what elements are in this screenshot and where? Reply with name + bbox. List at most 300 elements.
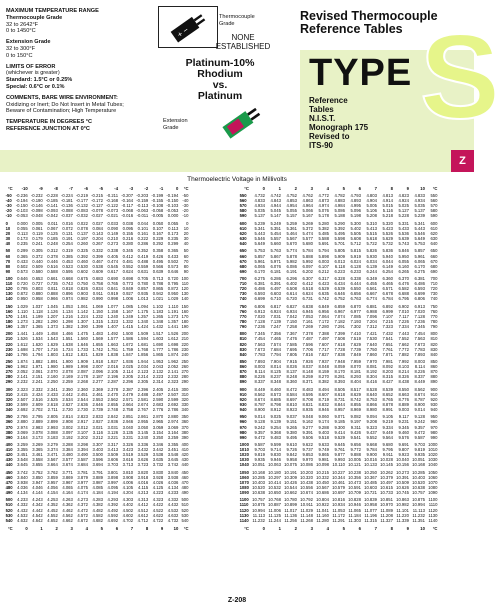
table-cell: 0.254 <box>62 241 73 247</box>
column-footer: 4 <box>326 525 329 531</box>
column-footer: 5 <box>100 525 103 531</box>
table-cell: 8.528 <box>366 386 377 392</box>
table-cell: -0.053 <box>15 213 28 219</box>
table-row <box>238 470 439 475</box>
row-temp-label: 240 <box>5 351 13 357</box>
table-cell: 4.974 <box>318 203 329 209</box>
table-cell: 9.174 <box>318 419 329 425</box>
table-cell: 3.947 <box>32 479 43 485</box>
table-cell: 8.900 <box>414 401 425 407</box>
extension-connector-icon <box>213 102 271 142</box>
section-tab[interactable]: Z <box>451 150 474 172</box>
table-cell: 9.877 <box>334 452 345 458</box>
table-cell: 1.449 <box>32 331 43 337</box>
row-temp-label: 820 <box>239 341 247 347</box>
table-cell: 2.007 <box>92 364 103 370</box>
env-text2: Beware of Contamination; High Temperature <box>6 108 117 115</box>
table-cell: 2.534 <box>62 396 73 402</box>
table-cell: 8.281 <box>334 374 345 380</box>
table-cell: 9.242 <box>254 424 265 430</box>
table-cell: 0.372 <box>32 253 43 259</box>
table-cell: 3.606 <box>107 457 119 463</box>
table-cell: 5.157 <box>286 213 297 219</box>
table-cell: 1.110 <box>168 303 179 309</box>
row-temp-label: 420 <box>5 452 13 458</box>
table-cell: 4.612 <box>137 512 149 518</box>
table-cell: 10.168 <box>412 462 425 468</box>
table-cell: 6.296 <box>286 276 297 282</box>
table-cell: 3.461 <box>32 452 43 458</box>
column-header: 0 <box>175 186 179 191</box>
table-cell: 2.702 <box>32 407 43 413</box>
table-cell: 4.883 <box>334 198 345 204</box>
row-temp-label: 790 <box>430 324 438 330</box>
table-cell: 8.957 <box>334 407 345 413</box>
table-cell: 2.748 <box>107 407 119 413</box>
table-cell: 8.438 <box>398 379 409 385</box>
table-cell: 10.662 <box>284 490 297 496</box>
table-cell: 0.210 <box>107 236 119 242</box>
table-cell: 10.215 <box>316 469 329 475</box>
row-temp-label: -50 <box>182 193 189 199</box>
right-voltage-table <box>238 186 439 531</box>
table-cell: 1.690 <box>152 341 164 347</box>
table-cell: 9.587 <box>414 434 425 440</box>
table-cell: 4.984 <box>334 203 345 209</box>
table-cell: 6.170 <box>414 263 425 269</box>
table-cell: 4.632 <box>17 517 28 523</box>
table-cell: 10.650 <box>268 490 281 496</box>
table-cell: 5.402 <box>350 225 361 231</box>
table-cell: 3.820 <box>137 469 149 475</box>
table-cell: 5.198 <box>350 213 361 219</box>
table-cell: 0.050 <box>152 220 164 226</box>
table-cell: 1.962 <box>167 359 179 365</box>
table-cell: 1.803 <box>47 351 58 357</box>
table-cell: 7.388 <box>318 331 329 337</box>
table-cell: 2.983 <box>32 424 43 430</box>
table-cell: 3.918 <box>137 474 149 480</box>
table-cell: 0.095 <box>122 225 134 231</box>
row-temp-label: 190 <box>5 324 13 330</box>
table-cell: 7.020 <box>254 313 265 319</box>
table-cell: 5.382 <box>318 225 329 231</box>
table-cell: 0.365 <box>17 253 28 259</box>
table-cell: 5.259 <box>286 220 297 226</box>
column-footer: 7 <box>130 525 134 531</box>
table-cell: 7.247 <box>270 324 281 330</box>
table-cell: 2.205 <box>122 374 134 380</box>
table-cell: 0.872 <box>17 291 28 297</box>
ext-grade-value: 32 to 300°F <box>6 45 35 52</box>
table-header-row <box>238 186 439 193</box>
table-cell: 0.903 <box>77 291 88 297</box>
ext-grade-label: Extension Grade <box>6 39 51 46</box>
row-temp-label: 1140 <box>239 517 249 523</box>
column-footer: 3 <box>70 525 73 531</box>
table-row <box>238 502 439 507</box>
table-cell: 7.860 <box>366 351 377 357</box>
table-cell: 2.730 <box>77 407 88 413</box>
table-cell: 7.662 <box>398 341 409 347</box>
table-cell: 0.312 <box>47 248 58 254</box>
table-cell: 5.774 <box>286 248 297 254</box>
table-cell: 8.584 <box>286 391 297 397</box>
table-cell: 5.361 <box>286 225 297 231</box>
table-row <box>4 342 190 347</box>
table-cell: 8.326 <box>398 374 409 380</box>
tc-grade-box-label: Thermocouple Grade <box>219 14 255 27</box>
row-temp-label: 10 <box>183 225 189 231</box>
table-cell: 4.492 <box>107 507 119 513</box>
type-letter: S <box>420 10 500 144</box>
table-cell: 0.061 <box>32 225 43 231</box>
table-row <box>4 508 190 513</box>
row-temp-label: 380 <box>181 429 189 435</box>
table-cell: 4.904 <box>366 198 377 204</box>
row-temp-label: 920 <box>239 396 247 402</box>
table-cell: 9.668 <box>366 442 377 447</box>
table-row <box>4 254 190 259</box>
table-cell: 2.341 <box>47 386 58 392</box>
table-cell: 8.214 <box>398 369 409 375</box>
table-cell: 9.334 <box>382 424 393 430</box>
table-cell: 7.706 <box>302 346 313 352</box>
table-cell: 2.917 <box>77 419 88 425</box>
table-cell: 1.569 <box>92 336 103 342</box>
table-cell: -0.005 <box>151 213 164 219</box>
table-cell: 3.317 <box>107 442 119 447</box>
table-cell: 2.461 <box>92 391 103 397</box>
row-temp-label: 1060 <box>239 474 249 480</box>
table-cell: 2.711 <box>47 407 58 413</box>
table-cell: 3.374 <box>47 447 58 453</box>
table-cell: 7.193 <box>350 319 361 324</box>
table-cell: 3.869 <box>62 474 73 480</box>
table-cell: 1.240 <box>107 313 119 319</box>
table-cell: 8.404 <box>350 379 361 385</box>
table-cell: -0.098 <box>30 208 43 214</box>
row-temp-label: 970 <box>430 424 438 430</box>
table-cell: 7.728 <box>334 346 345 352</box>
table-cell: 5.290 <box>334 220 345 226</box>
table-cell: 3.069 <box>17 429 28 435</box>
table-cell: 0.090 <box>107 225 119 231</box>
table-cell: 4.843 <box>270 198 281 204</box>
table-cell: 3.480 <box>62 452 73 458</box>
table-cell: 2.396 <box>137 386 149 392</box>
table-cell: 5.763 <box>270 248 281 254</box>
table-cell: 1.390 <box>77 324 88 330</box>
table-cell: 5.815 <box>350 248 361 254</box>
table-cell: 0.919 <box>107 291 119 297</box>
table-cell: 11.172 <box>332 512 345 518</box>
table-cell: 0.880 <box>32 291 43 297</box>
table-cell: 2.571 <box>122 396 134 402</box>
row-temp-label: 1040 <box>428 462 438 468</box>
table-cell: -0.199 <box>151 193 164 199</box>
table-cell: 9.645 <box>334 442 345 447</box>
table-cell: 1.348 <box>152 319 164 324</box>
row-temp-label: 690 <box>430 268 438 274</box>
table-cell: 5.300 <box>350 220 361 226</box>
table-cell: 4.552 <box>47 512 58 518</box>
row-temp-label: 800 <box>239 331 247 337</box>
row-temp-label: 180 <box>5 319 13 324</box>
row-temp-label: 1030 <box>239 457 249 463</box>
table-cell: 5.310 <box>366 220 377 226</box>
table-cell: 8.159 <box>318 369 329 375</box>
row-temp-label: 90 <box>5 268 11 274</box>
table-cell: 3.635 <box>152 457 164 463</box>
table-cell: 2.507 <box>167 391 179 397</box>
table-cell: 5.066 <box>302 208 313 214</box>
table-cell: 1.698 <box>167 341 179 347</box>
table-cell: 0.067 <box>47 225 58 231</box>
table-cell: 4.562 <box>62 512 73 518</box>
column-header: 0 <box>262 186 265 191</box>
table-cell: 10.768 <box>268 497 281 503</box>
table-cell: 0.488 <box>137 258 149 264</box>
table-cell: 9.842 <box>286 452 297 458</box>
table-cell: 2.974 <box>17 424 28 430</box>
table-cell: 8.226 <box>254 374 265 380</box>
table-cell: 5.167 <box>302 213 313 219</box>
row-temp-label: 240 <box>181 351 189 357</box>
table-row <box>4 518 190 523</box>
table-cell: 8.203 <box>382 369 393 375</box>
tc-grade-label: Thermocouple Grade <box>6 14 63 21</box>
table-cell: 9.208 <box>366 419 377 425</box>
table-row <box>238 518 439 523</box>
table-cell: 5.722 <box>366 241 377 247</box>
row-temp-label: 370 <box>181 424 189 430</box>
row-temp-label: 800 <box>430 331 438 337</box>
table-cell: 1.856 <box>137 351 149 357</box>
column-header: -3 <box>129 186 134 191</box>
table-cell: 3.269 <box>32 442 43 447</box>
table-cell: 3.791 <box>92 469 103 475</box>
table-cell: 6.076 <box>270 263 281 269</box>
table-cell: 7.010 <box>398 308 409 314</box>
table-cell: 8.652 <box>382 391 393 397</box>
table-cell: 6.784 <box>382 296 393 302</box>
table-cell: 3.365 <box>32 447 43 453</box>
row-temp-label: 130 <box>5 291 13 297</box>
table-cell: 5.618 <box>366 236 377 242</box>
table-cell: 1.492 <box>107 331 119 337</box>
table-cell: 7.312 <box>366 324 377 330</box>
table-cell: 5.413 <box>366 225 377 231</box>
row-temp-label: 700 <box>239 276 247 282</box>
row-temp-label: 250 <box>5 359 13 365</box>
row-temp-label: 330 <box>181 401 189 407</box>
table-cell: 4.085 <box>92 484 103 490</box>
row-temp-label: 950 <box>239 414 247 420</box>
table-cell: 3.519 <box>122 452 134 458</box>
table-cell: 3.164 <box>17 434 28 440</box>
table-row <box>4 336 190 341</box>
table-cell: 1.874 <box>17 359 28 365</box>
row-temp-label: 190 <box>181 324 189 330</box>
table-cell: 0.834 <box>92 286 103 292</box>
column-header: -8 <box>54 186 58 191</box>
table-cell: 0.292 <box>152 241 164 247</box>
row-temp-label: 70 <box>5 258 11 264</box>
row-temp-label: 380 <box>5 429 13 435</box>
table-cell: 0.149 <box>107 230 119 236</box>
table-cell: 1.249 <box>122 313 134 319</box>
table-row <box>4 419 190 424</box>
table-cell: 8.980 <box>366 407 377 413</box>
table-cell: 8.595 <box>302 391 313 397</box>
table-cell: 9.587 <box>254 442 265 447</box>
table-cell: 9.048 <box>302 414 313 420</box>
table-cell: -0.113 <box>136 203 149 209</box>
table-cell: 1.290 <box>47 319 58 324</box>
row-temp-label: -30 <box>5 203 12 209</box>
table-cell: 5.536 <box>398 230 409 236</box>
table-cell: 4.893 <box>350 198 361 204</box>
table-cell: 6.181 <box>270 268 281 274</box>
row-temp-label: 490 <box>5 490 13 496</box>
column-footer: 7 <box>374 525 377 531</box>
row-temp-label: 860 <box>239 364 247 370</box>
table-cell: 3.967 <box>62 479 73 485</box>
table-cell: 3.957 <box>47 479 58 485</box>
table-cell: 6.191 <box>286 268 297 274</box>
table-cell: 7.128 <box>254 319 265 324</box>
table-cell: 0.185 <box>47 236 58 242</box>
row-temp-label: 470 <box>5 479 13 485</box>
table-cell: -0.190 <box>30 198 43 204</box>
table-cell: 9.472 <box>414 429 425 435</box>
table-cell: 1.962 <box>17 364 28 370</box>
row-temp-label: 500 <box>5 497 13 503</box>
table-cell: 3.664 <box>47 462 58 468</box>
table-cell: -0.215 <box>91 193 103 199</box>
table-cell: 0.305 <box>32 248 43 254</box>
table-cell: 8.248 <box>286 374 297 380</box>
table-cell: 4.833 <box>254 198 265 204</box>
row-temp-label: 200 <box>5 331 13 337</box>
table-cell: 9.853 <box>302 452 313 458</box>
table-cell: 10.180 <box>268 469 281 475</box>
table-cell: 8.517 <box>350 386 361 392</box>
table-cell: 1.273 <box>167 313 179 319</box>
table-cell: 8.969 <box>350 407 361 413</box>
table-cell: 5.888 <box>302 253 313 259</box>
table-row <box>238 508 439 513</box>
table-cell: 2.132 <box>152 369 164 375</box>
table-cell: 7.236 <box>414 319 425 324</box>
table-cell: 8.170 <box>334 369 345 375</box>
table-cell: 10.320 <box>300 474 313 480</box>
table-cell: 5.867 <box>270 253 281 259</box>
table-cell: 10.063 <box>268 462 281 468</box>
row-temp-label: -40 <box>5 198 12 204</box>
table-cell: 3.742 <box>17 469 28 475</box>
row-temp-label: 840 <box>430 351 438 357</box>
table-cell: 9.185 <box>334 419 345 425</box>
table-footer-row <box>4 523 190 531</box>
table-cell: 7.497 <box>318 336 329 342</box>
table-cell: 11.160 <box>316 512 329 518</box>
row-temp-label: 1000 <box>428 442 438 447</box>
table-cell: 6.967 <box>334 308 345 314</box>
table-cell: 6.265 <box>398 268 409 274</box>
table-cell: 1.927 <box>107 359 119 365</box>
table-cell: 7.893 <box>254 359 265 365</box>
table-cell: 10.816 <box>332 497 345 503</box>
row-temp-label: 740 <box>239 296 247 302</box>
table-cell: 2.636 <box>77 401 88 407</box>
table-cell: 7.574 <box>270 341 281 347</box>
row-temp-label: 450 <box>5 469 13 475</box>
table-cell: 1.365 <box>32 324 43 330</box>
table-cell: 9.703 <box>254 447 265 453</box>
table-cell: 7.970 <box>366 359 377 365</box>
table-cell: 1.594 <box>137 336 149 342</box>
table-cell: 10.344 <box>332 474 345 480</box>
table-cell: 4.164 <box>62 490 73 496</box>
table-cell: 4.995 <box>350 203 361 209</box>
table-cell: 2.955 <box>137 419 149 425</box>
row-temp-label: 980 <box>430 429 438 435</box>
table-cell: 0.113 <box>168 225 179 231</box>
table-cell: -0.150 <box>15 203 28 209</box>
table-cell: 4.452 <box>47 507 58 513</box>
table-cell: 11.256 <box>284 517 297 523</box>
row-temp-label: 0 <box>186 220 189 226</box>
table-cell: 2.160 <box>47 374 58 380</box>
table-cell: 6.870 <box>350 303 361 309</box>
table-cell: 1.006 <box>122 296 134 302</box>
table-cell: 10.686 <box>316 490 329 496</box>
table-cell: 1.989 <box>62 364 73 370</box>
table-cell: 1.458 <box>47 331 58 337</box>
table-cell: -0.058 <box>151 208 164 214</box>
table-cell: 3.240 <box>137 434 149 440</box>
row-temp-label: 40 <box>183 241 189 247</box>
table-cell: 2.497 <box>152 391 164 397</box>
table-cell: 10.994 <box>412 502 425 508</box>
table-cell: 2.196 <box>107 374 119 380</box>
table-cell: 0.617 <box>107 268 119 274</box>
table-cell: 10.674 <box>300 490 313 496</box>
table-cell: 4.273 <box>77 497 88 503</box>
row-temp-label: 180 <box>181 319 189 324</box>
table-cell: 6.160 <box>398 263 409 269</box>
table-cell: 1.646 <box>77 341 88 347</box>
table-cell: 7.172 <box>318 319 329 324</box>
table-cell: 3.107 <box>77 429 88 435</box>
table-cell: 3.145 <box>137 429 149 435</box>
table-cell: -0.207 <box>121 193 134 199</box>
table-cell: 4.772 <box>318 193 329 199</box>
table-cell: 8.449 <box>254 386 265 392</box>
table-cell: 6.370 <box>398 276 409 282</box>
table-cell: 8.304 <box>366 374 377 380</box>
table-cell: 2.833 <box>92 414 103 420</box>
table-cell: 0.690 <box>107 276 119 282</box>
table-cell: 4.732 <box>167 517 179 523</box>
row-temp-label: 520 <box>181 507 189 513</box>
table-cell: 3.898 <box>107 474 119 480</box>
row-temp-label: 30 <box>5 236 11 242</box>
table-row <box>238 513 439 518</box>
table-cell: 5.567 <box>286 236 297 242</box>
